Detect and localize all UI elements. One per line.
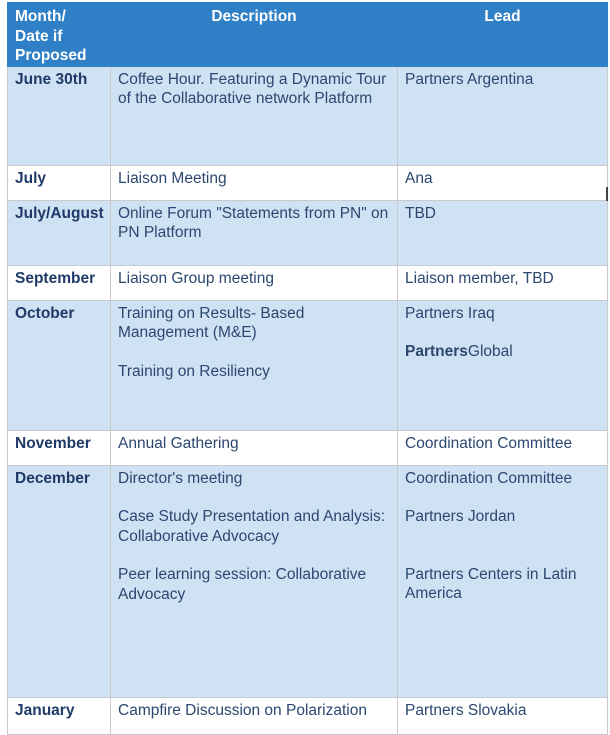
description-line: Annual Gathering bbox=[118, 434, 239, 452]
lead-line bbox=[405, 342, 600, 362]
row-description bbox=[111, 465, 398, 697]
table-row bbox=[8, 165, 608, 200]
row-description bbox=[111, 300, 398, 430]
lead-line: TBD bbox=[405, 204, 436, 222]
row-month: September bbox=[8, 265, 111, 300]
row-lead bbox=[398, 165, 608, 200]
lead-line: Coordination Committee bbox=[405, 469, 573, 487]
table-row bbox=[8, 265, 608, 300]
header-lead: Lead bbox=[398, 3, 608, 67]
row-lead bbox=[398, 465, 608, 697]
description-line: Training on Results- Based Management (M&E) bbox=[118, 304, 305, 341]
row-month: June 30th bbox=[8, 66, 111, 165]
lead-line: Partners Slovakia bbox=[405, 701, 527, 719]
table-row bbox=[8, 66, 608, 165]
lead-bold-part: Partners bbox=[405, 343, 468, 360]
row-lead bbox=[398, 430, 608, 465]
lead-line: Partners Iraq bbox=[405, 304, 495, 322]
description-line: Coffee Hour. Featuring a Dynamic Tour of the Collaborative network Platform bbox=[118, 70, 387, 107]
lead-line: Liaison member, TBD bbox=[405, 269, 554, 287]
header-month: Month/ Date if Proposed bbox=[8, 3, 111, 67]
row-month: November bbox=[8, 430, 111, 465]
lead-line: Coordination Committee bbox=[405, 434, 573, 452]
row-month: July bbox=[8, 165, 111, 200]
row-month: January bbox=[8, 697, 111, 734]
table-row bbox=[8, 465, 608, 697]
row-description bbox=[111, 200, 398, 265]
description-line: Liaison Group meeting bbox=[118, 269, 274, 287]
text-cursor-mark bbox=[606, 187, 608, 201]
description-line: Training on Resiliency bbox=[118, 362, 270, 380]
table-row bbox=[8, 300, 608, 430]
table-row bbox=[8, 200, 608, 265]
row-description bbox=[111, 430, 398, 465]
row-month: December bbox=[8, 465, 111, 697]
row-lead bbox=[398, 265, 608, 300]
description-line: Case Study Presentation and Analysis: Collaborative Advocacy bbox=[118, 508, 386, 545]
schedule-table bbox=[7, 2, 608, 735]
row-description bbox=[111, 265, 398, 300]
row-lead bbox=[398, 66, 608, 165]
lead-line: Partners Jordan bbox=[405, 508, 516, 525]
description-line: Campfire Discussion on Polarization bbox=[118, 701, 367, 719]
description-line: Peer learning session: Collaborative Advocacy bbox=[118, 566, 367, 603]
row-month: October bbox=[8, 300, 111, 430]
lead-line: Partners Argentina bbox=[405, 70, 534, 88]
row-description bbox=[111, 66, 398, 165]
row-month: July/August bbox=[8, 200, 111, 265]
lead-line: Ana bbox=[405, 169, 433, 187]
description-line: Online Forum "Statements from PN" on PN Platform bbox=[118, 204, 389, 241]
table-header-row bbox=[8, 3, 608, 67]
table-row bbox=[8, 430, 608, 465]
row-description bbox=[111, 165, 398, 200]
description-line: Liaison Meeting bbox=[118, 169, 227, 187]
row-lead bbox=[398, 200, 608, 265]
row-lead bbox=[398, 300, 608, 430]
lead-rest-part: Global bbox=[467, 343, 513, 360]
lead-line: Partners Centers in Latin America bbox=[405, 565, 577, 602]
description-line: Director's meeting bbox=[118, 469, 243, 487]
header-description: Description bbox=[111, 3, 398, 67]
